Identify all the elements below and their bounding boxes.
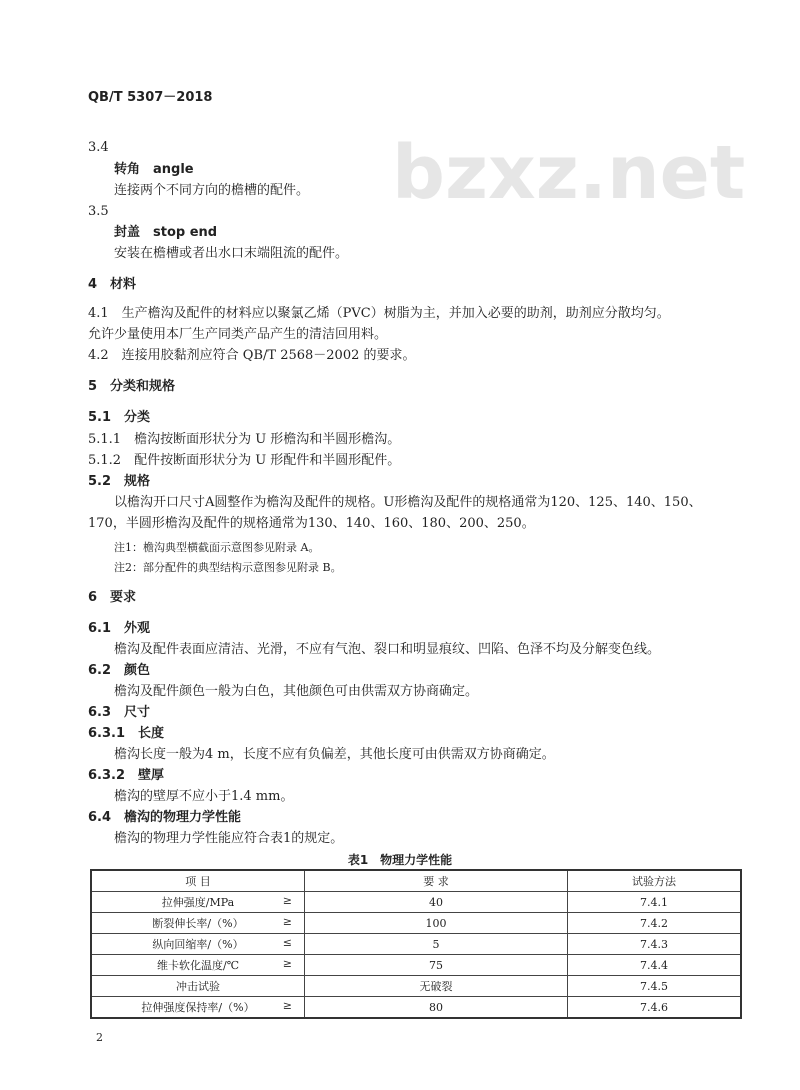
column-header: 要 求 [305, 870, 568, 892]
note: 注2：部分配件的典型结构示意图参见附录 B。 [114, 561, 342, 574]
subsection-heading: 6.3.1 长度 [88, 726, 165, 741]
paragraph: 170，半圆形檐沟及配件的规格通常为130、140、160、180、200、250。 [88, 516, 535, 531]
requirement-cell: 5 [305, 934, 568, 955]
table-row [91, 913, 741, 934]
table-row [91, 955, 741, 976]
paragraph: 4.1 生产檐沟及配件的材料应以聚氯乙烯（PVC）树脂为主，并加入必要的助剂，助剂应分散均匀。 [88, 306, 670, 321]
subsection-heading: 6.4 檐沟的物理力学性能 [88, 810, 242, 825]
item-cell [91, 997, 305, 1019]
requirement-cell: 无破裂 [305, 976, 568, 997]
requirement-cell: 40 [305, 892, 568, 913]
paragraph: 檐沟及配件表面应清洁、光滑，不应有气泡、裂口和明显痕纹、凹陷、色泽不均及分解变色线。 [114, 642, 661, 657]
table-row [91, 892, 741, 913]
method-cell: 7.4.1 [568, 892, 742, 913]
method-cell: 7.4.6 [568, 997, 742, 1019]
subsection-heading: 5.2 规格 [88, 474, 151, 489]
paragraph: 檐沟的壁厚不应小于1.4 mm。 [114, 789, 294, 804]
subsection-heading: 6.2 颜色 [88, 663, 151, 678]
paragraph: 以檐沟开口尺寸A圆整作为檐沟及配件的规格。U形檐沟及配件的规格通常为120、125、140、150、 [114, 495, 702, 510]
comparison-symbol: ≥ [282, 999, 292, 1012]
item-cell [91, 934, 305, 955]
table-header-row [91, 870, 741, 892]
paragraph: 檐沟的物理力学性能应符合表1的规定。 [114, 831, 344, 846]
method-cell: 7.4.2 [568, 913, 742, 934]
comparison-symbol: ≥ [282, 957, 292, 970]
clause-number: 3.4 [88, 140, 109, 155]
item-cell [91, 955, 305, 976]
item-label: 拉伸强度/MPa [161, 896, 235, 909]
item-label: 纵向回缩率/（%） [152, 938, 244, 951]
term: 转角 angle [114, 162, 194, 177]
column-header: 项 目 [91, 870, 305, 892]
definition: 安装在檐槽或者出水口末端阻流的配件。 [114, 246, 349, 261]
clause-number: 3.5 [88, 204, 109, 219]
item-label: 拉伸强度保持率/（%） [141, 1001, 255, 1014]
item-label: 冲击试验 [176, 980, 220, 993]
table-row [91, 934, 741, 955]
method-cell: 7.4.3 [568, 934, 742, 955]
item-cell [91, 913, 305, 934]
table-caption: 表1 物理力学性能 [347, 853, 453, 867]
method-cell: 7.4.4 [568, 955, 742, 976]
table-row [91, 997, 741, 1019]
section-heading: 5 分类和规格 [88, 379, 176, 394]
item-label: 维卡软化温度/℃ [156, 959, 239, 972]
column-header: 试验方法 [568, 870, 742, 892]
paragraph: 5.1.2 配件按断面形状分为 U 形配件和半圆形配件。 [88, 453, 401, 468]
subsection-heading: 6.3 尺寸 [88, 705, 151, 720]
item-label: 断裂伸长率/（%） [152, 917, 244, 930]
subsection-heading: 6.1 外观 [88, 621, 151, 636]
paragraph: 4.2 连接用胶黏剂应符合 QB/T 2568－2002 的要求。 [88, 348, 416, 363]
item-cell [91, 892, 305, 913]
definition: 连接两个不同方向的檐槽的配件。 [114, 183, 310, 198]
note: 注1：檐沟典型横截面示意图参见附录 A。 [114, 541, 320, 554]
section-heading: 4 材料 [88, 277, 137, 292]
comparison-symbol: ≥ [282, 915, 292, 928]
paragraph: 檐沟及配件颜色一般为白色，其他颜色可由供需双方协商确定。 [114, 684, 479, 699]
comparison-symbol: ≤ [282, 936, 292, 949]
properties-table [90, 869, 742, 1019]
item-cell [91, 976, 305, 997]
paragraph: 允许少量使用本厂生产同类产品产生的清洁回用料。 [88, 327, 388, 342]
page-number: 2 [96, 1031, 103, 1044]
table-row [91, 976, 741, 997]
comparison-symbol: ≥ [282, 894, 292, 907]
paragraph: 5.1.1 檐沟按断面形状分为 U 形檐沟和半圆形檐沟。 [88, 432, 401, 447]
subsection-heading: 5.1 分类 [88, 410, 151, 425]
method-cell: 7.4.5 [568, 976, 742, 997]
paragraph: 檐沟长度一般为4 m，长度不应有负偏差，其他长度可由供需双方协商确定。 [114, 747, 555, 762]
subsection-heading: 6.3.2 壁厚 [88, 768, 165, 783]
term: 封盖 stop end [114, 225, 218, 240]
requirement-cell: 80 [305, 997, 568, 1019]
standard-header: QB/T 5307－2018 [88, 90, 213, 105]
section-heading: 6 要求 [88, 590, 137, 605]
requirement-cell: 75 [305, 955, 568, 976]
watermark: bzxz.net [392, 130, 746, 216]
requirement-cell: 100 [305, 913, 568, 934]
